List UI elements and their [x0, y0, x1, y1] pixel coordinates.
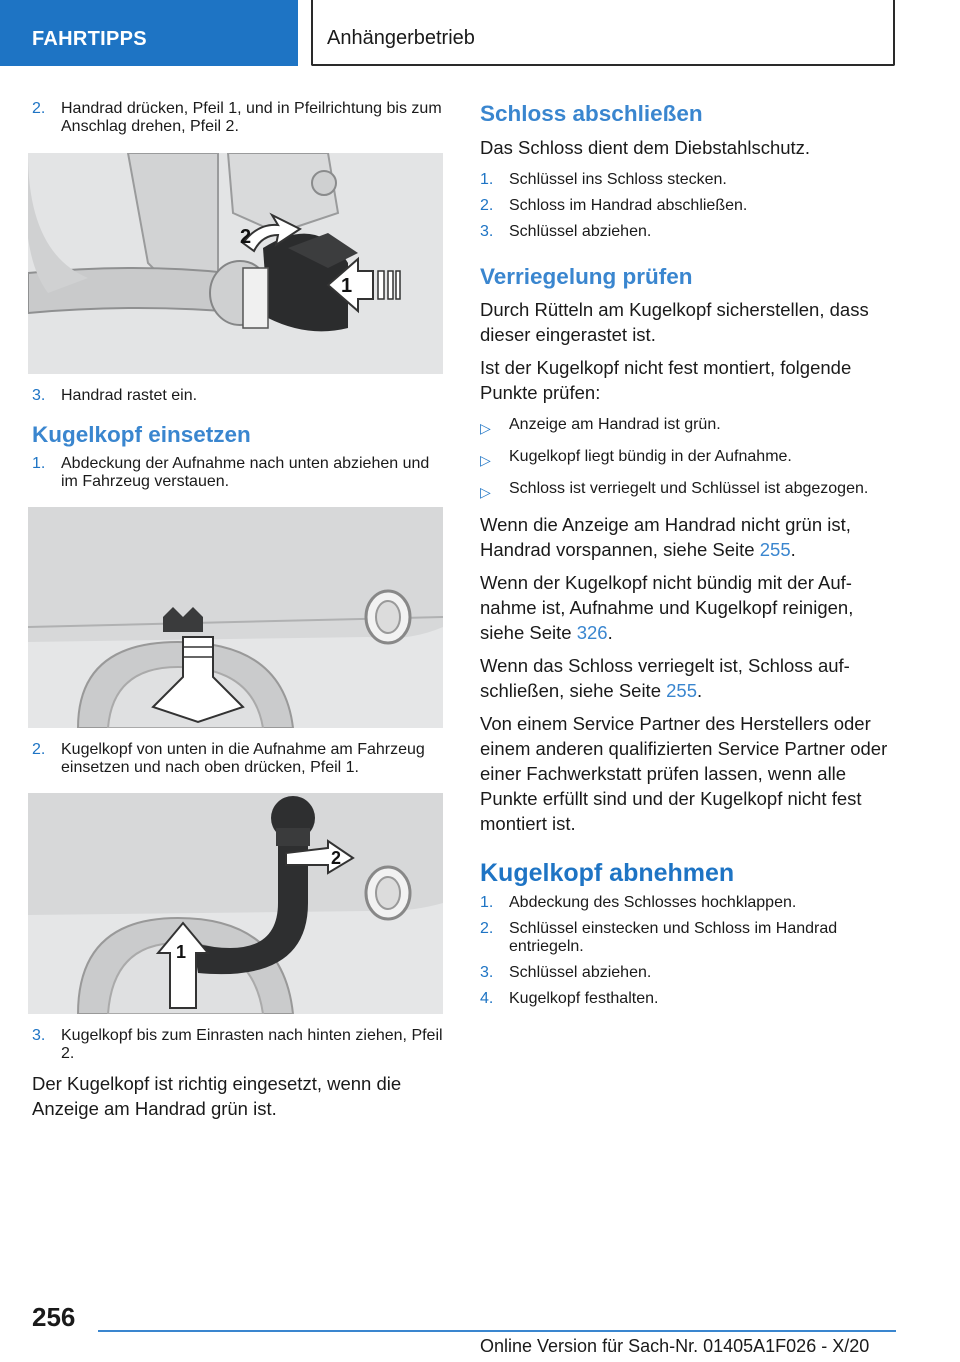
step-item	[32, 741, 444, 777]
left-column	[32, 100, 444, 1129]
step-text: Schloss im Handrad abschließen.	[509, 197, 748, 214]
step-item	[480, 223, 890, 241]
service-paragraph: Von einem Service Partner des Herstellers oder einem anderen qualifizierten Service Partner oder einer Fachwerkstatt prüfen lassen, wenn alle Punkte erfüllt sind und der Kugelkopf nicht fest montiert ist.	[480, 713, 888, 834]
step-number: 1.	[32, 455, 46, 472]
figure-handwheel	[28, 153, 443, 374]
step-item	[480, 964, 890, 982]
chapter-tab	[311, 0, 895, 66]
step-text: Kugelkopf von unten in die Aufnahme am Fahrzeug einsetzen und nach oben drücken, Pfeil 1.	[61, 741, 425, 776]
lock-intro: Das Schloss dient dem Diebstahlschutz.	[480, 137, 811, 158]
page-link[interactable]: 255	[666, 680, 698, 701]
arrow-label-2: 2	[331, 848, 342, 868]
step-item	[32, 387, 444, 405]
triangle-bullet-icon: ▷	[480, 420, 491, 436]
step-text: Schlüssel ins Schloss stecken.	[509, 171, 727, 188]
section-heading: Schloss abschließen	[480, 101, 703, 126]
step-item	[32, 100, 444, 136]
step-item	[480, 171, 890, 189]
page-link[interactable]: 326	[576, 622, 608, 643]
triangle-bullet-icon: ▷	[480, 452, 491, 468]
step-number: 3.	[32, 387, 46, 404]
step-number: 3.	[32, 1027, 46, 1044]
bullet-item	[480, 448, 890, 473]
step-item	[480, 920, 890, 956]
step-text: Kugelkopf festhalten.	[509, 990, 659, 1007]
step-item	[32, 1027, 444, 1063]
step-text: Schlüssel abziehen.	[509, 964, 652, 981]
section-heading: Kugelkopf einsetzen	[32, 422, 251, 447]
reference-end: .	[607, 622, 613, 643]
step-number: 2.	[480, 197, 494, 214]
step-item	[32, 455, 444, 491]
reference-end: .	[790, 539, 796, 560]
arrow-label-2: 2	[240, 226, 252, 248]
reference-end: .	[697, 680, 703, 701]
section-tab[interactable]	[0, 0, 298, 66]
step-number: 2.	[480, 920, 494, 937]
footer-text: Online Version für Sach-Nr. 01405A1F026 - X/20	[480, 1336, 870, 1356]
arrow-label-1: 1	[341, 275, 353, 297]
step-number: 1.	[480, 171, 494, 188]
step-text: Abdeckung des Schlosses hochklappen.	[509, 894, 797, 911]
section-title: FAHRTIPPS	[32, 28, 147, 50]
step-number: 1.	[480, 894, 494, 911]
section-heading: Kugelkopf abnehmen	[480, 859, 735, 887]
check-paragraph: Durch Rütteln am Kugelkopf sicherstellen, dass dieser eingerastet ist.	[480, 299, 869, 345]
reference-text: Wenn das Schloss verriegelt ist, Schloss aufschließen, siehe Seite	[480, 655, 850, 701]
step-item	[480, 990, 890, 1008]
reference-paragraph	[480, 653, 890, 703]
page-link[interactable]: 255	[759, 539, 791, 560]
figure-cover-removal	[28, 507, 443, 728]
bullet-text: Kugelkopf liegt bündig in der Aufnahme.	[509, 448, 792, 465]
bullet-item	[480, 416, 890, 441]
step-text: Schlüssel abziehen.	[509, 223, 652, 240]
step-number: 3.	[480, 223, 494, 240]
reference-text: Wenn die Anzeige am Handrad nicht grün ist, Handrad vorspannen, siehe Seite	[480, 514, 851, 560]
check-paragraph: Ist der Kugelkopf nicht fest montiert, folgende Punkte prüfen:	[480, 357, 852, 403]
step-text: Abdeckung der Aufnahme nach unten abziehen und im Fahrzeug verstauen.	[61, 455, 430, 490]
step-number: 4.	[480, 990, 494, 1007]
bullet-text: Anzeige am Handrad ist grün.	[509, 416, 721, 433]
section-heading: Verriegelung prüfen	[480, 264, 693, 289]
page-number: 256	[32, 1302, 76, 1332]
step-number: 2.	[32, 741, 46, 758]
step-text: Kugelkopf bis zum Einrasten nach hinten ziehen, Pfeil 2.	[61, 1027, 443, 1062]
step-item	[480, 197, 890, 215]
right-column	[480, 100, 890, 1016]
arrow-label-1: 1	[176, 942, 187, 962]
step-number: 2.	[32, 100, 46, 117]
closing-paragraph: Der Kugelkopf ist richtig eingesetzt, wenn die Anzeige am Handrad grün ist.	[32, 1073, 402, 1119]
step-number: 3.	[480, 964, 494, 981]
triangle-bullet-icon: ▷	[480, 484, 491, 500]
bullet-item	[480, 480, 890, 505]
chapter-title: Anhängerbetrieb	[327, 27, 475, 49]
bullet-text: Schloss ist verriegelt und Schlüssel ist abgezogen.	[509, 480, 869, 497]
page-header	[0, 0, 960, 66]
footer-divider	[98, 1330, 896, 1332]
step-text: Schlüssel einstecken und Schloss im Handrad entriegeln.	[509, 920, 838, 955]
reference-paragraph	[480, 570, 890, 645]
step-item	[480, 894, 890, 912]
reference-text: Wenn der Kugelkopf nicht bündig mit der Aufnahme ist, Aufnahme und Kugelkopf reinigen, siehe Seite	[480, 572, 854, 643]
reference-paragraph	[480, 512, 890, 562]
figure-insert-ballhead	[28, 793, 443, 1014]
step-text: Handrad rastet ein.	[61, 387, 198, 404]
step-text: Handrad drücken, Pfeil 1, und in Pfeilrichtung bis zum Anschlag drehen, Pfeil 2.	[61, 100, 442, 135]
